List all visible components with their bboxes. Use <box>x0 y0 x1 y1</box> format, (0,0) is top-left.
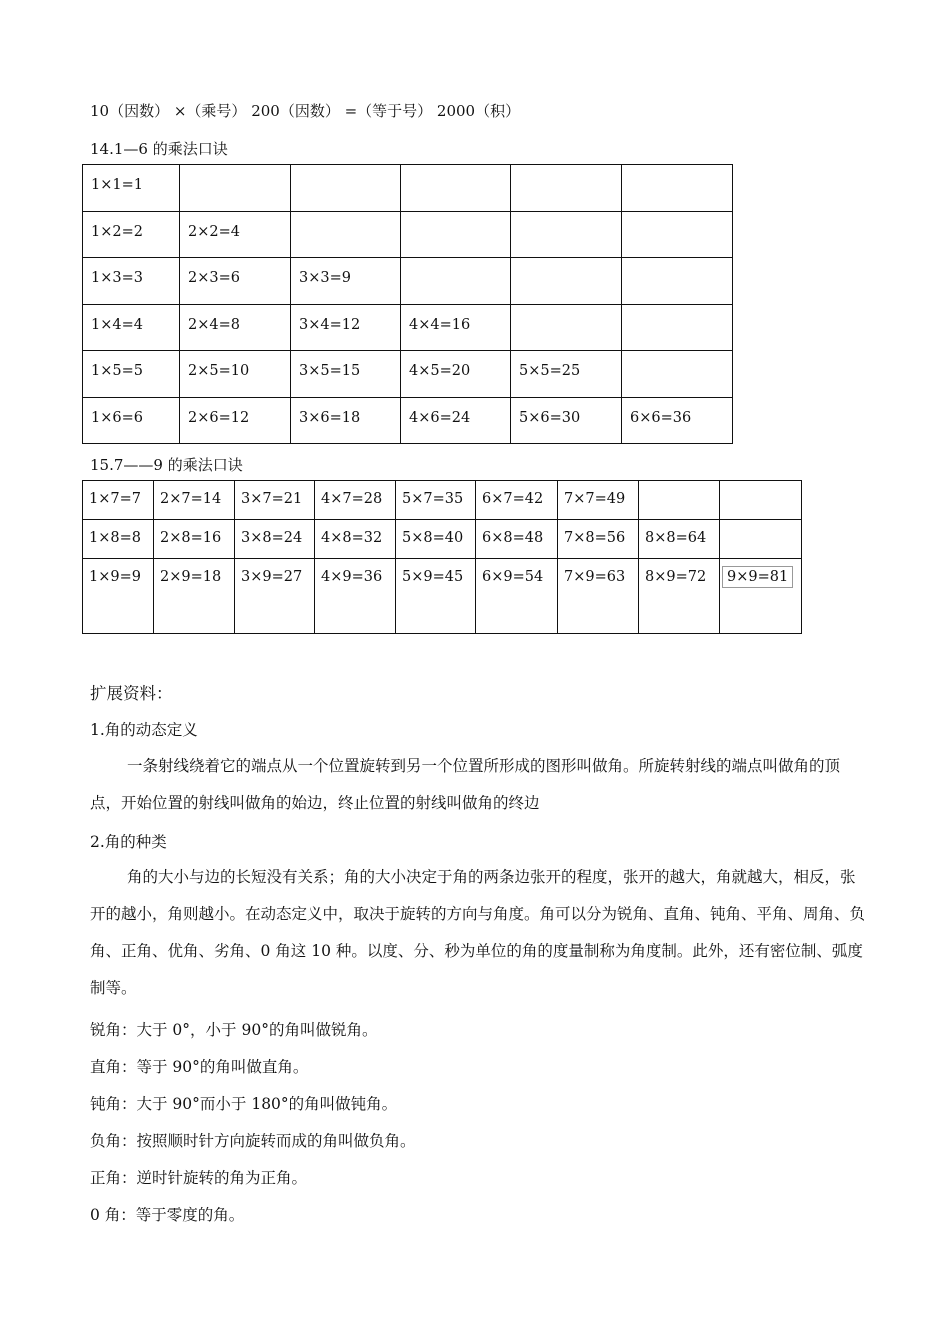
boxed-cell-text: 9×9=81 <box>722 566 793 588</box>
table-cell <box>720 559 802 634</box>
table-cell <box>511 304 622 351</box>
table-cell <box>291 165 401 212</box>
table-cell <box>180 165 291 212</box>
table-cell <box>401 165 511 212</box>
table-cell: 1×5=5 <box>83 351 180 398</box>
table-cell: 2×4=8 <box>180 304 291 351</box>
table-cell: 1×3=3 <box>83 258 180 305</box>
table-cell <box>622 211 733 258</box>
def-negative-angle: 负角：按照顺时针方向旋转而成的角叫做负角。 <box>90 1132 416 1150</box>
table-cell: 6×9=54 <box>476 559 558 634</box>
table-cell <box>720 520 802 559</box>
table-cell: 5×5=25 <box>511 351 622 398</box>
def-obtuse-angle: 钝角：大于 90°而小于 180°的角叫做钝角。 <box>90 1095 398 1113</box>
table-cell: 2×7=14 <box>154 481 235 520</box>
table-row <box>83 520 802 559</box>
table-cell: 1×2=2 <box>83 211 180 258</box>
multiplication-table-7-9 <box>82 480 802 634</box>
table-cell: 4×7=28 <box>315 481 396 520</box>
table-cell: 6×8=48 <box>476 520 558 559</box>
table-cell: 4×8=32 <box>315 520 396 559</box>
table-row <box>83 351 733 398</box>
table-cell: 1×1=1 <box>83 165 180 212</box>
def-acute-angle: 锐角：大于 0°，小于 90°的角叫做锐角。 <box>90 1021 378 1039</box>
heading-dynamic-definition: 1.角的动态定义 <box>90 721 198 739</box>
table-cell: 8×9=72 <box>639 559 720 634</box>
table-cell: 4×4=16 <box>401 304 511 351</box>
table-row <box>83 304 733 351</box>
table-cell: 3×4=12 <box>291 304 401 351</box>
table-cell: 2×3=6 <box>180 258 291 305</box>
def-right-angle: 直角：等于 90°的角叫做直角。 <box>90 1058 309 1076</box>
table-cell: 3×8=24 <box>235 520 315 559</box>
table-cell: 3×9=27 <box>235 559 315 634</box>
factor-product-line: 10（因数） ×（乘号） 200（因数） =（等于号） 2000（积） <box>90 102 521 120</box>
table-cell <box>639 481 720 520</box>
table-cell: 2×2=4 <box>180 211 291 258</box>
table-cell: 3×5=15 <box>291 351 401 398</box>
table-cell <box>622 351 733 398</box>
multiplication-table-1-6 <box>82 164 733 444</box>
table-cell: 2×6=12 <box>180 397 291 444</box>
table-cell: 3×6=18 <box>291 397 401 444</box>
extension-title: 扩展资料： <box>90 684 173 703</box>
table-cell: 2×8=16 <box>154 520 235 559</box>
table-row <box>83 211 733 258</box>
table-cell: 1×9=9 <box>83 559 154 634</box>
table-cell: 6×7=42 <box>476 481 558 520</box>
table-row <box>83 481 802 520</box>
table-cell: 6×6=36 <box>622 397 733 444</box>
table-row <box>83 559 802 634</box>
table-cell: 8×8=64 <box>639 520 720 559</box>
table-cell <box>622 165 733 212</box>
table-cell: 1×7=7 <box>83 481 154 520</box>
table-cell: 5×8=40 <box>396 520 476 559</box>
table-cell: 7×9=63 <box>558 559 639 634</box>
table-cell: 4×9=36 <box>315 559 396 634</box>
section-15-title: 15.7——9 的乘法口诀 <box>90 456 243 474</box>
table-cell <box>511 258 622 305</box>
paragraph-dynamic-definition: 一条射线绕着它的端点从一个位置旋转到另一个位置所形成的图形叫做角。所旋转射线的端点叫做角的顶点，开始位置的射线叫做角的始边，终止位置的射线叫做角的终边 <box>90 757 841 812</box>
table-cell: 2×9=18 <box>154 559 235 634</box>
heading-angle-types: 2.角的种类 <box>90 833 167 851</box>
table-cell <box>511 165 622 212</box>
table-cell <box>401 258 511 305</box>
table-cell <box>401 211 511 258</box>
table-cell: 3×7=21 <box>235 481 315 520</box>
table-row <box>83 165 733 212</box>
table-cell: 1×8=8 <box>83 520 154 559</box>
def-positive-angle: 正角：逆时针旋转的角为正角。 <box>90 1169 308 1187</box>
table-cell: 1×6=6 <box>83 397 180 444</box>
table-cell: 5×7=35 <box>396 481 476 520</box>
table-cell <box>622 258 733 305</box>
table-cell: 4×5=20 <box>401 351 511 398</box>
table-cell: 7×7=49 <box>558 481 639 520</box>
table-cell: 4×6=24 <box>401 397 511 444</box>
table-cell <box>720 481 802 520</box>
table-row <box>83 258 733 305</box>
section-14-title: 14.1—6 的乘法口诀 <box>90 140 228 158</box>
table-cell: 1×4=4 <box>83 304 180 351</box>
table-cell: 7×8=56 <box>558 520 639 559</box>
table-cell: 5×6=30 <box>511 397 622 444</box>
table-cell: 5×9=45 <box>396 559 476 634</box>
table-row <box>83 397 733 444</box>
table-cell: 3×3=9 <box>291 258 401 305</box>
table-cell: 2×5=10 <box>180 351 291 398</box>
table-cell <box>291 211 401 258</box>
table-cell <box>511 211 622 258</box>
paragraph-angle-types: 角的大小与边的长短没有关系；角的大小决定于角的两条边张开的程度，张开的越大，角就越大，相反，张开的越小，角则越小。在动态定义中，取决于旋转的方向与角度。角可以分为锐角、直角、钝角、平角、周角、负角、正角、优角、劣角、0 角这 10 种。以度、分、秒为单位的角的度量制称为角度制。此外，还有密位制、弧度制等。 <box>90 868 866 997</box>
table-cell <box>622 304 733 351</box>
def-zero-angle: 0 角：等于零度的角。 <box>90 1206 245 1224</box>
